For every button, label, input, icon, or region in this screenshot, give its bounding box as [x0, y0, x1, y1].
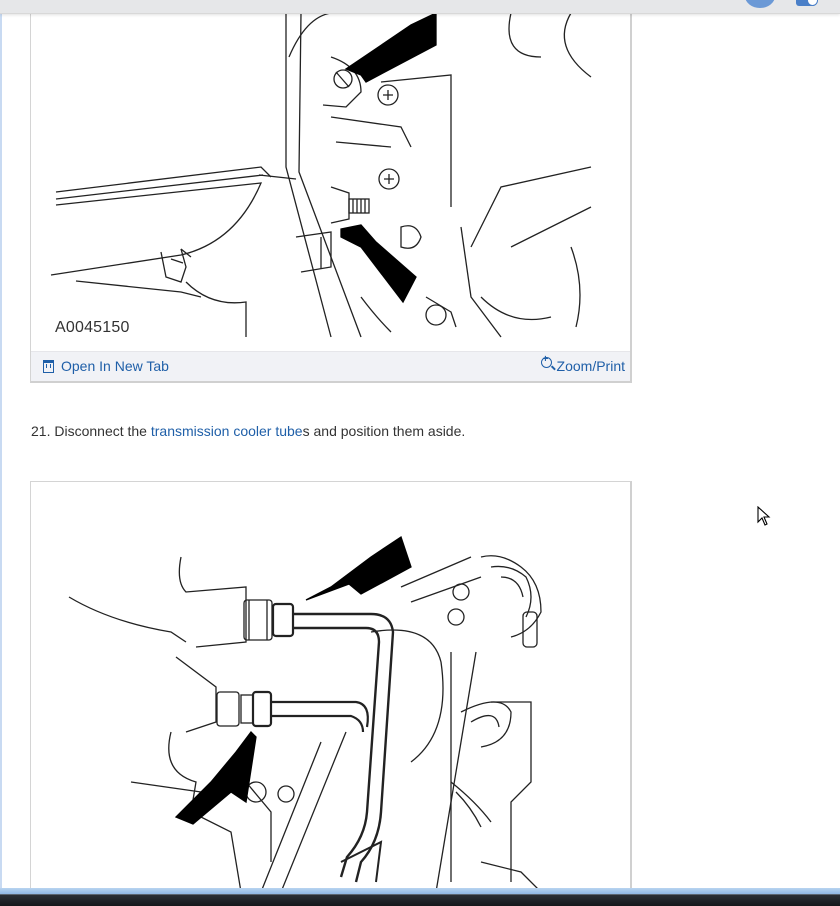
zoom-print-link[interactable] [541, 358, 625, 374]
bolt-diagram-image [31, 0, 631, 355]
transmission-cooler-tube-link[interactable]: transmission cooler tube [150, 423, 303, 439]
figure-bolts [30, 0, 632, 383]
figure-code: A0045150 [55, 319, 130, 336]
taskbar [0, 894, 840, 906]
step-suffix: and position them aside. [309, 423, 466, 439]
zoom-in-icon [541, 357, 552, 368]
profile-avatar-icon[interactable] [745, 0, 775, 8]
open-new-tab-icon [43, 360, 54, 373]
step-21-text [31, 423, 465, 439]
extension-icon[interactable] [796, 0, 816, 6]
step-prefix: Disconnect the [50, 423, 151, 439]
step-number: 21. [31, 423, 51, 439]
window-edge [0, 13, 2, 888]
step-link-suffix: s [302, 423, 310, 439]
mouse-cursor-icon [757, 506, 771, 526]
open-in-new-tab-label: Open In New Tab [61, 358, 169, 374]
zoom-print-label: Zoom/Print [556, 358, 625, 374]
figure-caption-bar [31, 351, 630, 381]
open-in-new-tab-link[interactable] [43, 358, 169, 374]
cooler-tube-diagram-image [31, 482, 631, 892]
figure-cooler-tubes [30, 481, 632, 901]
browser-toolbar [0, 0, 840, 14]
